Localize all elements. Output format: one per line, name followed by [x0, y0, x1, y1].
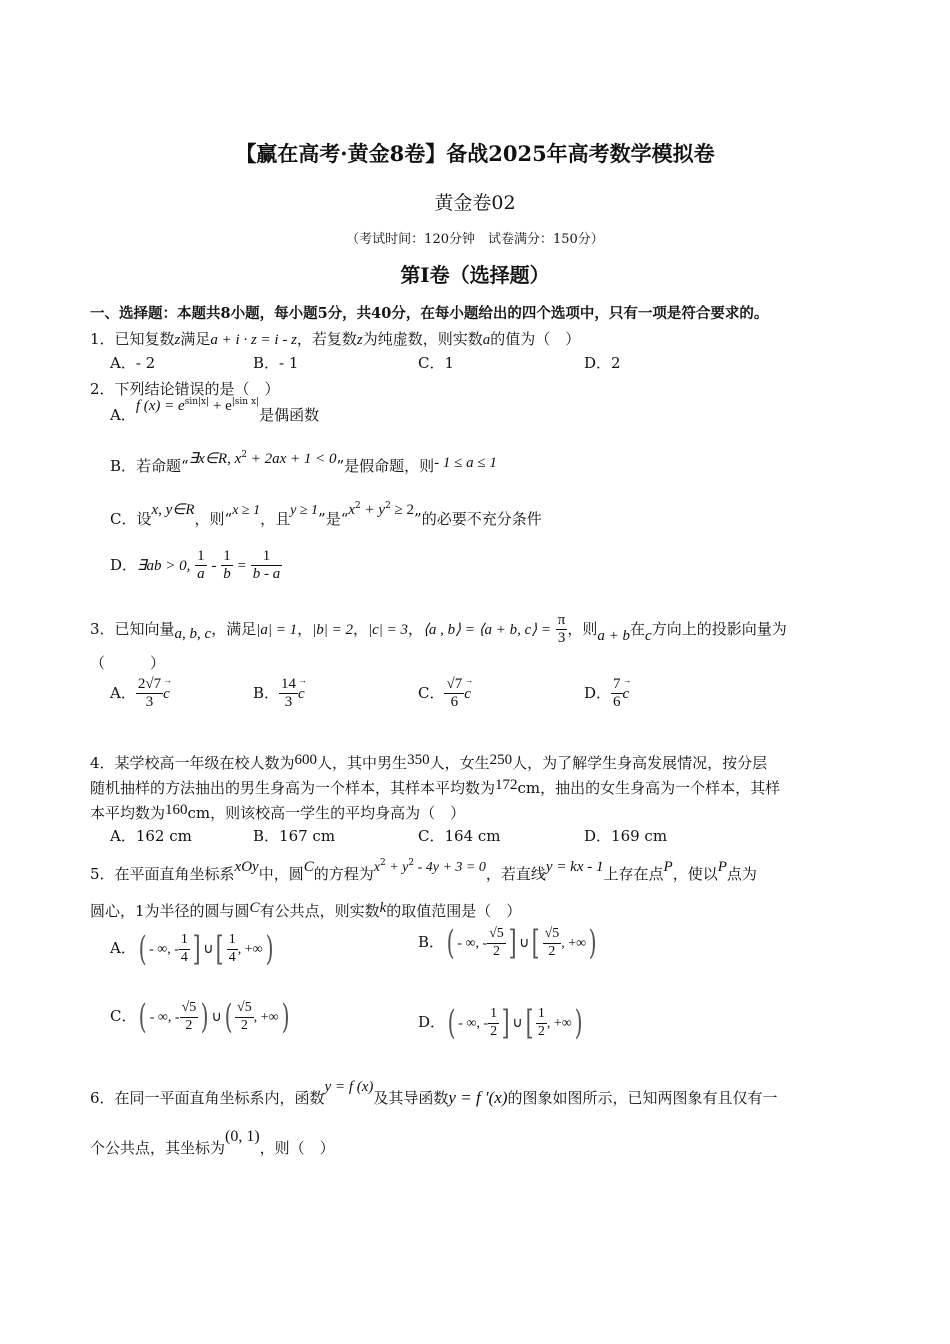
q5-option-d: D．( - ∞, - $\frac{1}{2}$ ] ∪[ $\frac{1}{2}$ , +∞) [418, 1003, 583, 1043]
question-5-line-2: 圆心，1为半径的圆与圆C有公共点，则实数k的取值范围是（ ） [90, 900, 522, 920]
exam-title: 【赢在高考·黄金8卷】备战2025年高考数学模拟卷 [235, 141, 715, 166]
exam-time-note: （考试时间：120分钟 试卷满分：150分） [346, 232, 604, 247]
q3-option-d: D． $\frac{7}{6}$ → c [584, 676, 629, 712]
q3-option-b: B． $\frac{14}{3}$ → c [253, 676, 305, 712]
question-5-line-1: 5．在平面直角坐标系xOy中，圆C的方程为$x^2 + y^2 - 4y + 3 = 0$，若直线y = kx - 1上存在点P，使以P点为 [90, 858, 757, 883]
question-2-stem: 2．下列结论错误的是（ ） [90, 380, 280, 398]
section-intro: 一、选择题：本题共8小题，每小题5分，共40分，在每小题给出的四个选项中，只有一项是符合要求的。 [90, 305, 769, 322]
part-title: 第I卷（选择题） [400, 263, 550, 287]
q5-option-c: C．( - ∞, - $\frac{√5}{2}$ ) ∪( $\frac{√5}{2}$ , +∞) [110, 997, 290, 1037]
q3-option-a: A． $\frac{2√7}{3}$ → c [110, 676, 170, 712]
question-4-line-2: 随机抽样的方法抽出的男生身高为一个样本，其样本平均数为172cm，抽出的女生身高为一个样本，其样 [90, 777, 781, 797]
q1-option-b: B．- 1 [253, 354, 299, 372]
q4-option-c: C．164 cm [418, 827, 501, 845]
q2-option-a: A．f $(x) = e^{sin|x|} + e^{|sin x|}$是偶函数 [110, 397, 320, 424]
q1-option-d: D．2 [584, 354, 621, 372]
q5-option-b: B．( - ∞, - $\frac{√5}{2}$ ] ∪[ $\frac{√5}{2}$ , +∞) [418, 923, 597, 963]
question-4-line-3: 本平均数为160cm，则该校高一学生的平均身高为（ ） [90, 802, 466, 822]
q4-option-b: B．167 cm [253, 827, 336, 845]
exam-subtitle: 黄金卷02 [434, 192, 516, 214]
fraction: $\frac{1}{b}$ [223, 548, 231, 583]
q4-option-a: A．162 cm [110, 827, 192, 845]
q4-option-d: D．169 cm [584, 827, 668, 845]
q2-option-d: D．∃ab > 0, $\frac{1}{a}$ - $\frac{1}{b}$ = $\frac{1}{b - a}$ [110, 548, 281, 583]
question-6-line-1: 6．在同一平面直角坐标系内，函数y = f (x)及其导函数y = f ′(x)的图象如图所示，已知两图象有且仅有一 [90, 1079, 778, 1107]
q5-option-a: A．( - ∞, - $\frac{1}{4}$ ] ∪[ $\frac{1}{4}$ , +∞) [110, 929, 274, 969]
question-6-line-2: 个公共点，其坐标为(0, 1)，则（ ） [90, 1128, 335, 1157]
q3-answer-paren: （ ） [90, 654, 166, 672]
question-3-stem: 3．已知向量a, b, c，满足|a| = 1，|b| = 2，|c| = 3，⟨a , b⟩ = ⟨a + b, c⟩ = $\frac{\pi}{3}$ ，则a + b在c方向上的投影向量为 [90, 612, 787, 647]
question-1-stem: 1．已知复数z满足a + i · z = i - z，若复数z为纯虚数，则实数a的值为（ ） [90, 330, 581, 348]
question-4-line-1: 4．某学校高一年级在校人数为600人，其中男生350人，女生250人，为了解学生身高发展情况，按分层 [90, 752, 768, 772]
fraction: $\frac{\pi}{3}$ [557, 612, 566, 647]
q1-option-c: C．1 [418, 354, 455, 372]
q3-option-c: C． $\frac{√7}{6}$ → c [418, 676, 471, 712]
q1-option-a: A．- 2 [110, 354, 156, 372]
fraction: $\frac{1}{a}$ [197, 548, 205, 583]
q2-option-c: C．设x, y∈R，则“x ≥ 1，且y ≥ 1”是“$x^2 + y^2 \ge 2$”的必要不充分条件 [110, 501, 542, 528]
q2-option-b: B．若命题“∃x∈R, $x^2 + 2ax + 1 < 0$”是假命题，则- 1 ≤ a ≤ 1 [110, 450, 497, 475]
fraction: $\frac{1}{b - a}$ [252, 548, 281, 583]
